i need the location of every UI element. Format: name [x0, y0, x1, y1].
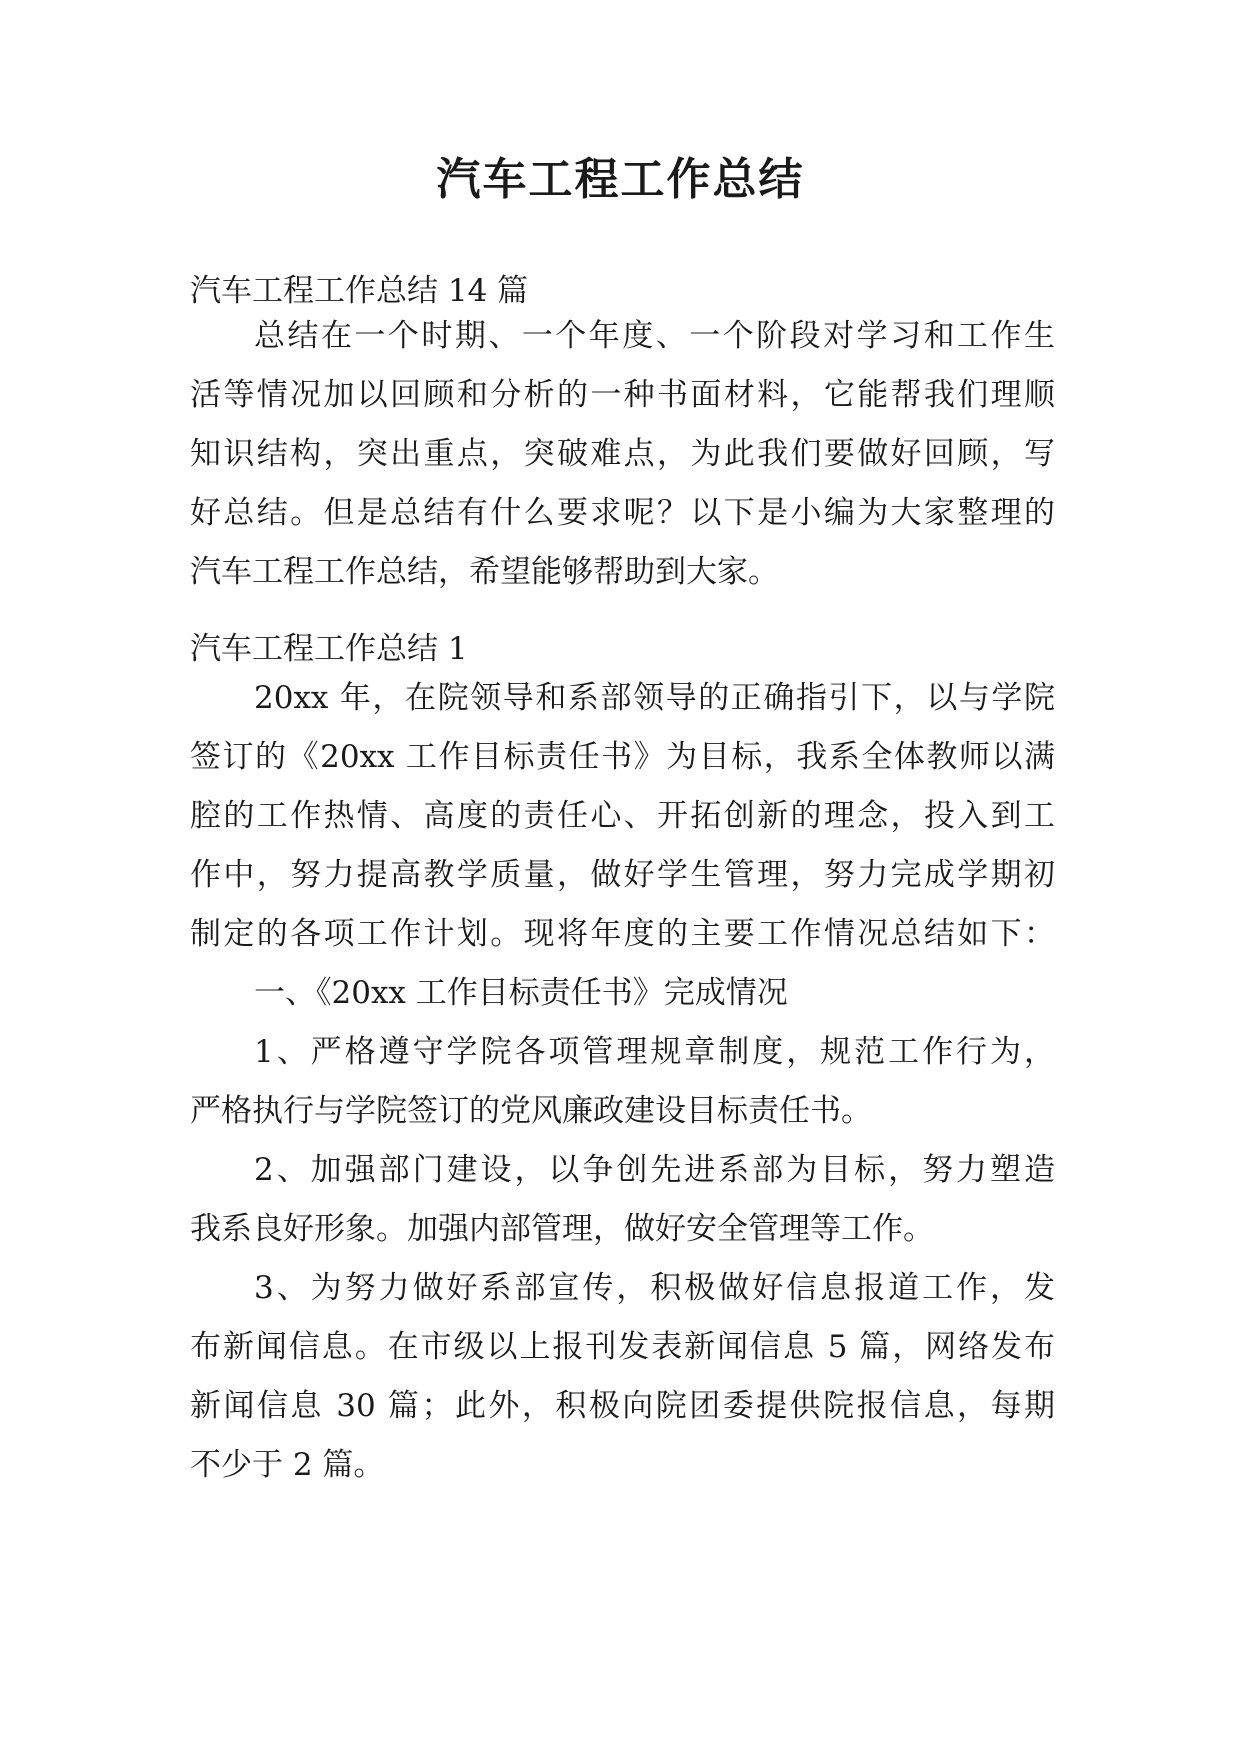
paragraph-line: 新闻信息 30 篇；此外，积极向院团委提供院报信息，每期: [190, 1388, 1055, 1424]
paragraph-line: 腔的工作热情、高度的责任心、开拓创新的理念，投入到工: [190, 798, 1055, 834]
document-title: 汽车工程工作总结: [436, 154, 805, 205]
paragraph-line: 好总结。但是总结有什么要求呢？以下是小编为大家整理的: [190, 495, 1055, 531]
paragraph-line: 严格执行与学院签订的党风廉政建设目标责任书。: [190, 1093, 872, 1129]
paragraph-line: 制定的各项工作计划。现将年度的主要工作情况总结如下：: [190, 916, 1055, 952]
paragraph-line: 总结在一个时期、一个年度、一个阶段对学习和工作生: [254, 318, 1055, 354]
document-subtitle: 汽车工程工作总结 14 篇: [190, 273, 529, 309]
paragraph-line: 2、加强部门建设，以争创先进系部为目标，努力塑造: [254, 1152, 1055, 1188]
paragraph-line: 作中，努力提高教学质量，做好学生管理，努力完成学期初: [190, 857, 1055, 893]
paragraph-line: 我系良好形象。加强内部管理，做好安全管理等工作。: [190, 1211, 934, 1247]
paragraph-line: 布新闻信息。在市级以上报刊发表新闻信息 5 篇，网络发布: [190, 1329, 1055, 1365]
paragraph-line: 1、严格遵守学院各项管理规章制度，规范工作行为，: [254, 1034, 1055, 1070]
item-3: [190, 1259, 1055, 1495]
item-1: [190, 1023, 1055, 1141]
paragraph-line: 活等情况加以回顾和分析的一种书面材料，它能帮我们理顺: [190, 377, 1055, 413]
section-paragraph: [190, 669, 1055, 1023]
paragraph-line: 签订的《20xx 工作目标责任书》为目标，我系全体教师以满: [190, 739, 1055, 775]
paragraph-line: 20xx 年，在院领导和系部领导的正确指引下，以与学院: [254, 680, 1055, 716]
paragraph-line: 3、为努力做好系部宣传，积极做好信息报道工作，发: [254, 1270, 1055, 1306]
item-heading: 一、《20xx 工作目标责任书》完成情况: [254, 975, 788, 1011]
item-2: [190, 1141, 1055, 1259]
paragraph-line: 知识结构，突出重点，突破难点，为此我们要做好回顾，写: [190, 436, 1055, 472]
paragraph-line: 不少于 2 篇。: [190, 1447, 385, 1483]
section-heading: 汽车工程工作总结 1: [190, 631, 468, 667]
paragraph-line: 汽车工程工作总结，希望能够帮助到大家。: [190, 554, 779, 590]
intro-paragraph: [190, 307, 1055, 602]
